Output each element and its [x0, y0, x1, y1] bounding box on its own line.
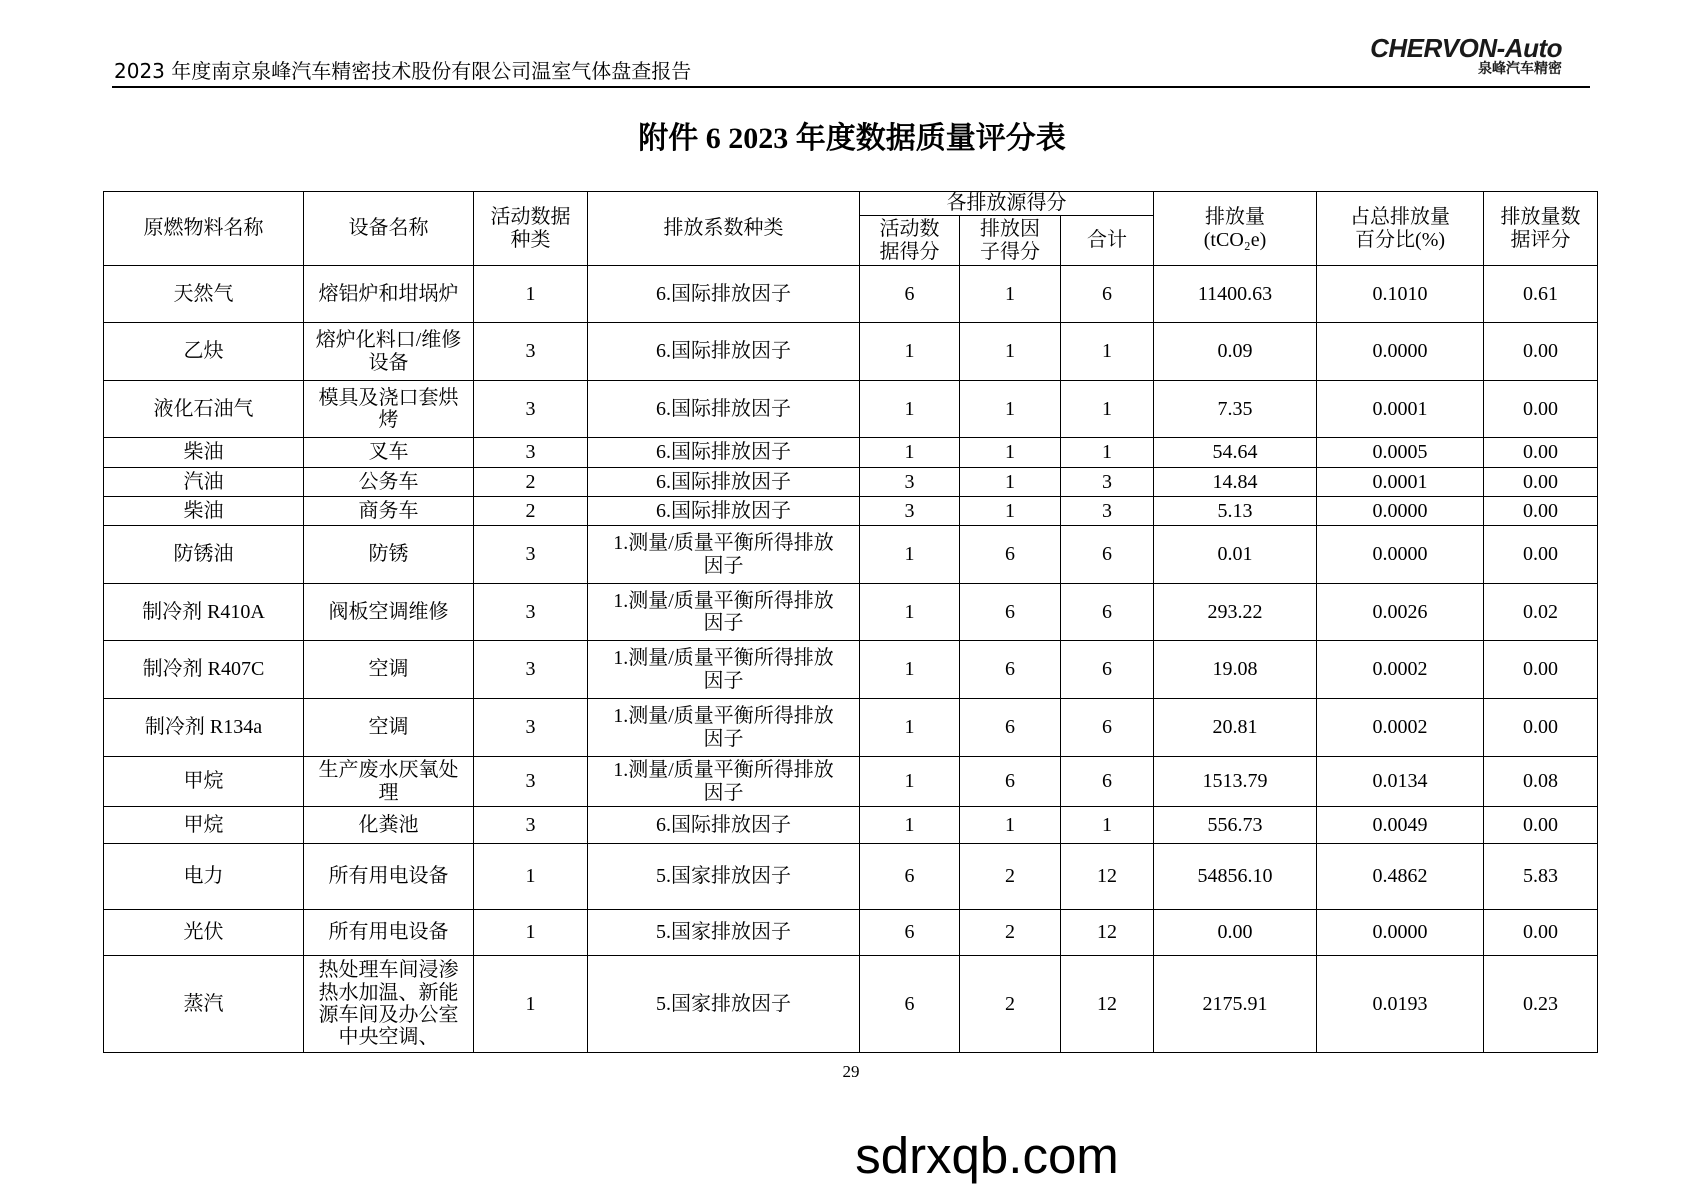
- cell-factor-score: 6: [960, 584, 1061, 641]
- cell-emissions: 1513.79: [1154, 757, 1317, 807]
- header-divider: [112, 86, 1590, 88]
- cell-factor-type: 6.国际排放因子: [588, 497, 860, 526]
- logo-brand-text: CHERVON-Auto: [1370, 33, 1562, 63]
- cell-equipment: 热处理车间浸渗热水加温、新能源车间及办公室中央空调、: [304, 956, 474, 1053]
- cell-material: 液化石油气: [104, 381, 304, 438]
- cell-equipment: 空调: [304, 699, 474, 757]
- cell-activity-score: 1: [860, 381, 960, 438]
- page-title: 附件 6 2023 年度数据质量评分表: [638, 122, 1066, 155]
- watermark-text: sdrxqb.com: [855, 1127, 1119, 1184]
- cell-activity-type: 3: [474, 584, 588, 641]
- cell-rating: 5.83: [1484, 844, 1598, 910]
- col-header-material: 原燃物料名称: [104, 192, 304, 266]
- cell-rating: 0.00: [1484, 699, 1598, 757]
- col-header-total: 合计: [1061, 216, 1154, 266]
- cell-activity-score: 1: [860, 526, 960, 584]
- table-header: [104, 192, 1598, 266]
- cell-rating: 0.61: [1484, 266, 1598, 323]
- table-row: [104, 468, 1598, 497]
- col-header-line: 占总排放量: [1350, 206, 1451, 229]
- cell-factor-type: 6.国际排放因子: [588, 381, 860, 438]
- cell-equipment: 熔炉化料口/维修设备: [304, 323, 474, 381]
- cell-activity-type: 3: [474, 757, 588, 807]
- cell-total: 1: [1061, 807, 1154, 844]
- cell-total: 1: [1061, 438, 1154, 468]
- cell-total: 12: [1061, 956, 1154, 1053]
- cell-rating: 0.02: [1484, 584, 1598, 641]
- table-row: [104, 757, 1598, 807]
- company-logo: [1362, 33, 1562, 77]
- cell-factor-type: 6.国际排放因子: [588, 438, 860, 468]
- col-header-activity-type: [474, 192, 588, 266]
- cell-percent: 0.0193: [1317, 956, 1484, 1053]
- cell-equipment: 生产废水厌氧处理: [304, 757, 474, 807]
- cell-factor-score: 6: [960, 526, 1061, 584]
- cell-material: 制冷剂 R410A: [104, 584, 304, 641]
- cell-factor-score: 2: [960, 844, 1061, 910]
- col-header-line: 据得分: [879, 240, 940, 263]
- col-header-line: 活动数: [879, 218, 940, 241]
- cell-equipment: 阀板空调维修: [304, 584, 474, 641]
- cell-activity-score: 6: [860, 910, 960, 956]
- col-header-factor-type: 排放系数种类: [588, 192, 860, 266]
- cell-percent: 0.0002: [1317, 641, 1484, 699]
- cell-emissions: 5.13: [1154, 497, 1317, 526]
- cell-material: 防锈油: [104, 526, 304, 584]
- cell-equipment: 所有用电设备: [304, 844, 474, 910]
- cell-factor-score: 1: [960, 266, 1061, 323]
- col-header-line: 种类: [510, 228, 551, 251]
- cell-factor-score: 6: [960, 699, 1061, 757]
- col-header-activity-score: [860, 216, 960, 266]
- cell-emissions: 54856.10: [1154, 844, 1317, 910]
- page-number: 29: [842, 1062, 860, 1081]
- cell-rating: 0.00: [1484, 641, 1598, 699]
- col-header-rating: [1484, 192, 1598, 266]
- cell-material: 制冷剂 R134a: [104, 699, 304, 757]
- cell-factor-score: 1: [960, 468, 1061, 497]
- cell-emissions: 556.73: [1154, 807, 1317, 844]
- cell-percent: 0.0134: [1317, 757, 1484, 807]
- cell-material: 甲烷: [104, 807, 304, 844]
- col-header-line: 活动数据: [490, 206, 571, 229]
- cell-rating: 0.00: [1484, 526, 1598, 584]
- cell-factor-score: 2: [960, 910, 1061, 956]
- cell-percent: 0.0049: [1317, 807, 1484, 844]
- cell-equipment: 模具及浇口套烘烤: [304, 381, 474, 438]
- cell-activity-score: 1: [860, 641, 960, 699]
- cell-activity-type: 1: [474, 910, 588, 956]
- cell-total: 6: [1061, 526, 1154, 584]
- cell-material: 制冷剂 R407C: [104, 641, 304, 699]
- cell-emissions: 20.81: [1154, 699, 1317, 757]
- table-row: [104, 381, 1598, 438]
- cell-equipment: 化粪池: [304, 807, 474, 844]
- cell-percent: 0.0002: [1317, 699, 1484, 757]
- cell-activity-type: 1: [474, 956, 588, 1053]
- cell-factor-type: 1.测量/质量平衡所得排放因子: [588, 641, 860, 699]
- cell-percent: 0.0000: [1317, 497, 1484, 526]
- cell-material: 蒸汽: [104, 956, 304, 1053]
- cell-factor-type: 1.测量/质量平衡所得排放因子: [588, 584, 860, 641]
- table-row: [104, 584, 1598, 641]
- cell-total: 6: [1061, 757, 1154, 807]
- data-quality-score-table: [103, 191, 1598, 1053]
- col-header-factor-score: [960, 216, 1061, 266]
- cell-material: 柴油: [104, 438, 304, 468]
- table-row: [104, 807, 1598, 844]
- cell-equipment: 商务车: [304, 497, 474, 526]
- cell-activity-score: 1: [860, 584, 960, 641]
- table-row: [104, 641, 1598, 699]
- cell-total: 1: [1061, 323, 1154, 381]
- cell-factor-type: 1.测量/质量平衡所得排放因子: [588, 526, 860, 584]
- cell-factor-score: 6: [960, 757, 1061, 807]
- table-row: [104, 910, 1598, 956]
- col-header-line: 据评分: [1510, 228, 1571, 251]
- col-header-percent: [1317, 192, 1484, 266]
- cell-factor-type: 6.国际排放因子: [588, 468, 860, 497]
- cell-factor-score: 1: [960, 497, 1061, 526]
- cell-percent: 0.0000: [1317, 910, 1484, 956]
- cell-emissions: 19.08: [1154, 641, 1317, 699]
- cell-emissions: 54.64: [1154, 438, 1317, 468]
- col-header-score-group: 各排放源得分: [860, 192, 1154, 216]
- cell-rating: 0.23: [1484, 956, 1598, 1053]
- cell-rating: 0.00: [1484, 323, 1598, 381]
- cell-total: 3: [1061, 468, 1154, 497]
- table-row: [104, 956, 1598, 1053]
- logo-subtitle: 泉峰汽车精密: [1478, 61, 1562, 77]
- cell-material: 光伏: [104, 910, 304, 956]
- cell-material: 柴油: [104, 497, 304, 526]
- cell-factor-type: 1.测量/质量平衡所得排放因子: [588, 757, 860, 807]
- cell-activity-score: 6: [860, 844, 960, 910]
- col-header-line: 百分比(%): [1355, 228, 1446, 251]
- cell-factor-type: 6.国际排放因子: [588, 323, 860, 381]
- cell-emissions: 0.09: [1154, 323, 1317, 381]
- table-row: [104, 323, 1598, 381]
- cell-total: 3: [1061, 497, 1154, 526]
- cell-activity-score: 6: [860, 266, 960, 323]
- cell-factor-score: 1: [960, 323, 1061, 381]
- cell-factor-type: 6.国际排放因子: [588, 266, 860, 323]
- cell-factor-type: 5.国家排放因子: [588, 956, 860, 1053]
- cell-total: 6: [1061, 699, 1154, 757]
- cell-total: 6: [1061, 584, 1154, 641]
- cell-factor-score: 1: [960, 381, 1061, 438]
- cell-activity-score: 6: [860, 956, 960, 1053]
- cell-percent: 0.0001: [1317, 381, 1484, 438]
- cell-emissions: 0.00: [1154, 910, 1317, 956]
- cell-equipment: 防锈: [304, 526, 474, 584]
- cell-factor-score: 1: [960, 807, 1061, 844]
- cell-factor-score: 1: [960, 438, 1061, 468]
- col-header-line: 排放量: [1205, 206, 1266, 229]
- cell-activity-type: 3: [474, 323, 588, 381]
- cell-percent: 0.1010: [1317, 266, 1484, 323]
- cell-total: 6: [1061, 266, 1154, 323]
- cell-activity-type: 1: [474, 266, 588, 323]
- cell-activity-type: 1: [474, 844, 588, 910]
- table-row: [104, 526, 1598, 584]
- cell-activity-score: 3: [860, 497, 960, 526]
- col-header-line: 排放因: [980, 218, 1040, 241]
- cell-rating: 0.00: [1484, 807, 1598, 844]
- cell-percent: 0.0000: [1317, 526, 1484, 584]
- cell-total: 6: [1061, 641, 1154, 699]
- cell-activity-score: 1: [860, 438, 960, 468]
- table-row: [104, 438, 1598, 468]
- cell-material: 汽油: [104, 468, 304, 497]
- cell-activity-score: 1: [860, 757, 960, 807]
- table-header-row: [104, 192, 1598, 216]
- cell-percent: 0.4862: [1317, 844, 1484, 910]
- table-row: [104, 266, 1598, 323]
- table-row: [104, 699, 1598, 757]
- col-header-emissions: [1154, 192, 1317, 266]
- col-header-line: 子得分: [980, 240, 1040, 263]
- cell-material: 天然气: [104, 266, 304, 323]
- table-row: [104, 497, 1598, 526]
- cell-rating: 0.00: [1484, 381, 1598, 438]
- col-header-equipment: 设备名称: [304, 192, 474, 266]
- cell-emissions: 2175.91: [1154, 956, 1317, 1053]
- cell-material: 乙炔: [104, 323, 304, 381]
- cell-emissions: 14.84: [1154, 468, 1317, 497]
- cell-emissions: 7.35: [1154, 381, 1317, 438]
- cell-activity-score: 3: [860, 468, 960, 497]
- cell-factor-type: 5.国家排放因子: [588, 844, 860, 910]
- cell-rating: 0.00: [1484, 438, 1598, 468]
- cell-activity-score: 1: [860, 699, 960, 757]
- cell-percent: 0.0026: [1317, 584, 1484, 641]
- cell-activity-type: 3: [474, 381, 588, 438]
- cell-equipment: 熔铝炉和坩埚炉: [304, 266, 474, 323]
- cell-activity-type: 3: [474, 807, 588, 844]
- cell-total: 12: [1061, 910, 1154, 956]
- cell-rating: 0.00: [1484, 468, 1598, 497]
- cell-activity-type: 3: [474, 526, 588, 584]
- cell-total: 12: [1061, 844, 1154, 910]
- cell-factor-type: 5.国家排放因子: [588, 910, 860, 956]
- cell-equipment: 公务车: [304, 468, 474, 497]
- cell-emissions: 0.01: [1154, 526, 1317, 584]
- table-body: [104, 266, 1598, 1053]
- cell-activity-type: 2: [474, 468, 588, 497]
- cell-activity-type: 3: [474, 641, 588, 699]
- cell-factor-score: 2: [960, 956, 1061, 1053]
- cell-rating: 0.08: [1484, 757, 1598, 807]
- cell-equipment: 所有用电设备: [304, 910, 474, 956]
- col-header-line: 排放量数: [1500, 206, 1581, 229]
- cell-rating: 0.00: [1484, 910, 1598, 956]
- cell-material: 甲烷: [104, 757, 304, 807]
- cell-activity-score: 1: [860, 323, 960, 381]
- cell-equipment: 空调: [304, 641, 474, 699]
- table-row: [104, 844, 1598, 910]
- cell-percent: 0.0001: [1317, 468, 1484, 497]
- cell-equipment: 叉车: [304, 438, 474, 468]
- cell-activity-type: 3: [474, 699, 588, 757]
- cell-emissions: 293.22: [1154, 584, 1317, 641]
- cell-rating: 0.00: [1484, 497, 1598, 526]
- cell-activity-type: 2: [474, 497, 588, 526]
- cell-activity-score: 1: [860, 807, 960, 844]
- cell-percent: 0.0005: [1317, 438, 1484, 468]
- cell-factor-type: 1.测量/质量平衡所得排放因子: [588, 699, 860, 757]
- cell-activity-type: 3: [474, 438, 588, 468]
- report-header-title: 2023 年度南京泉峰汽车精密技术股份有限公司温室气体盘查报告: [114, 59, 692, 83]
- cell-percent: 0.0000: [1317, 323, 1484, 381]
- cell-total: 1: [1061, 381, 1154, 438]
- cell-factor-type: 6.国际排放因子: [588, 807, 860, 844]
- cell-material: 电力: [104, 844, 304, 910]
- col-header-line: (tCO₂e): [1203, 228, 1267, 251]
- cell-factor-score: 6: [960, 641, 1061, 699]
- cell-emissions: 11400.63: [1154, 266, 1317, 323]
